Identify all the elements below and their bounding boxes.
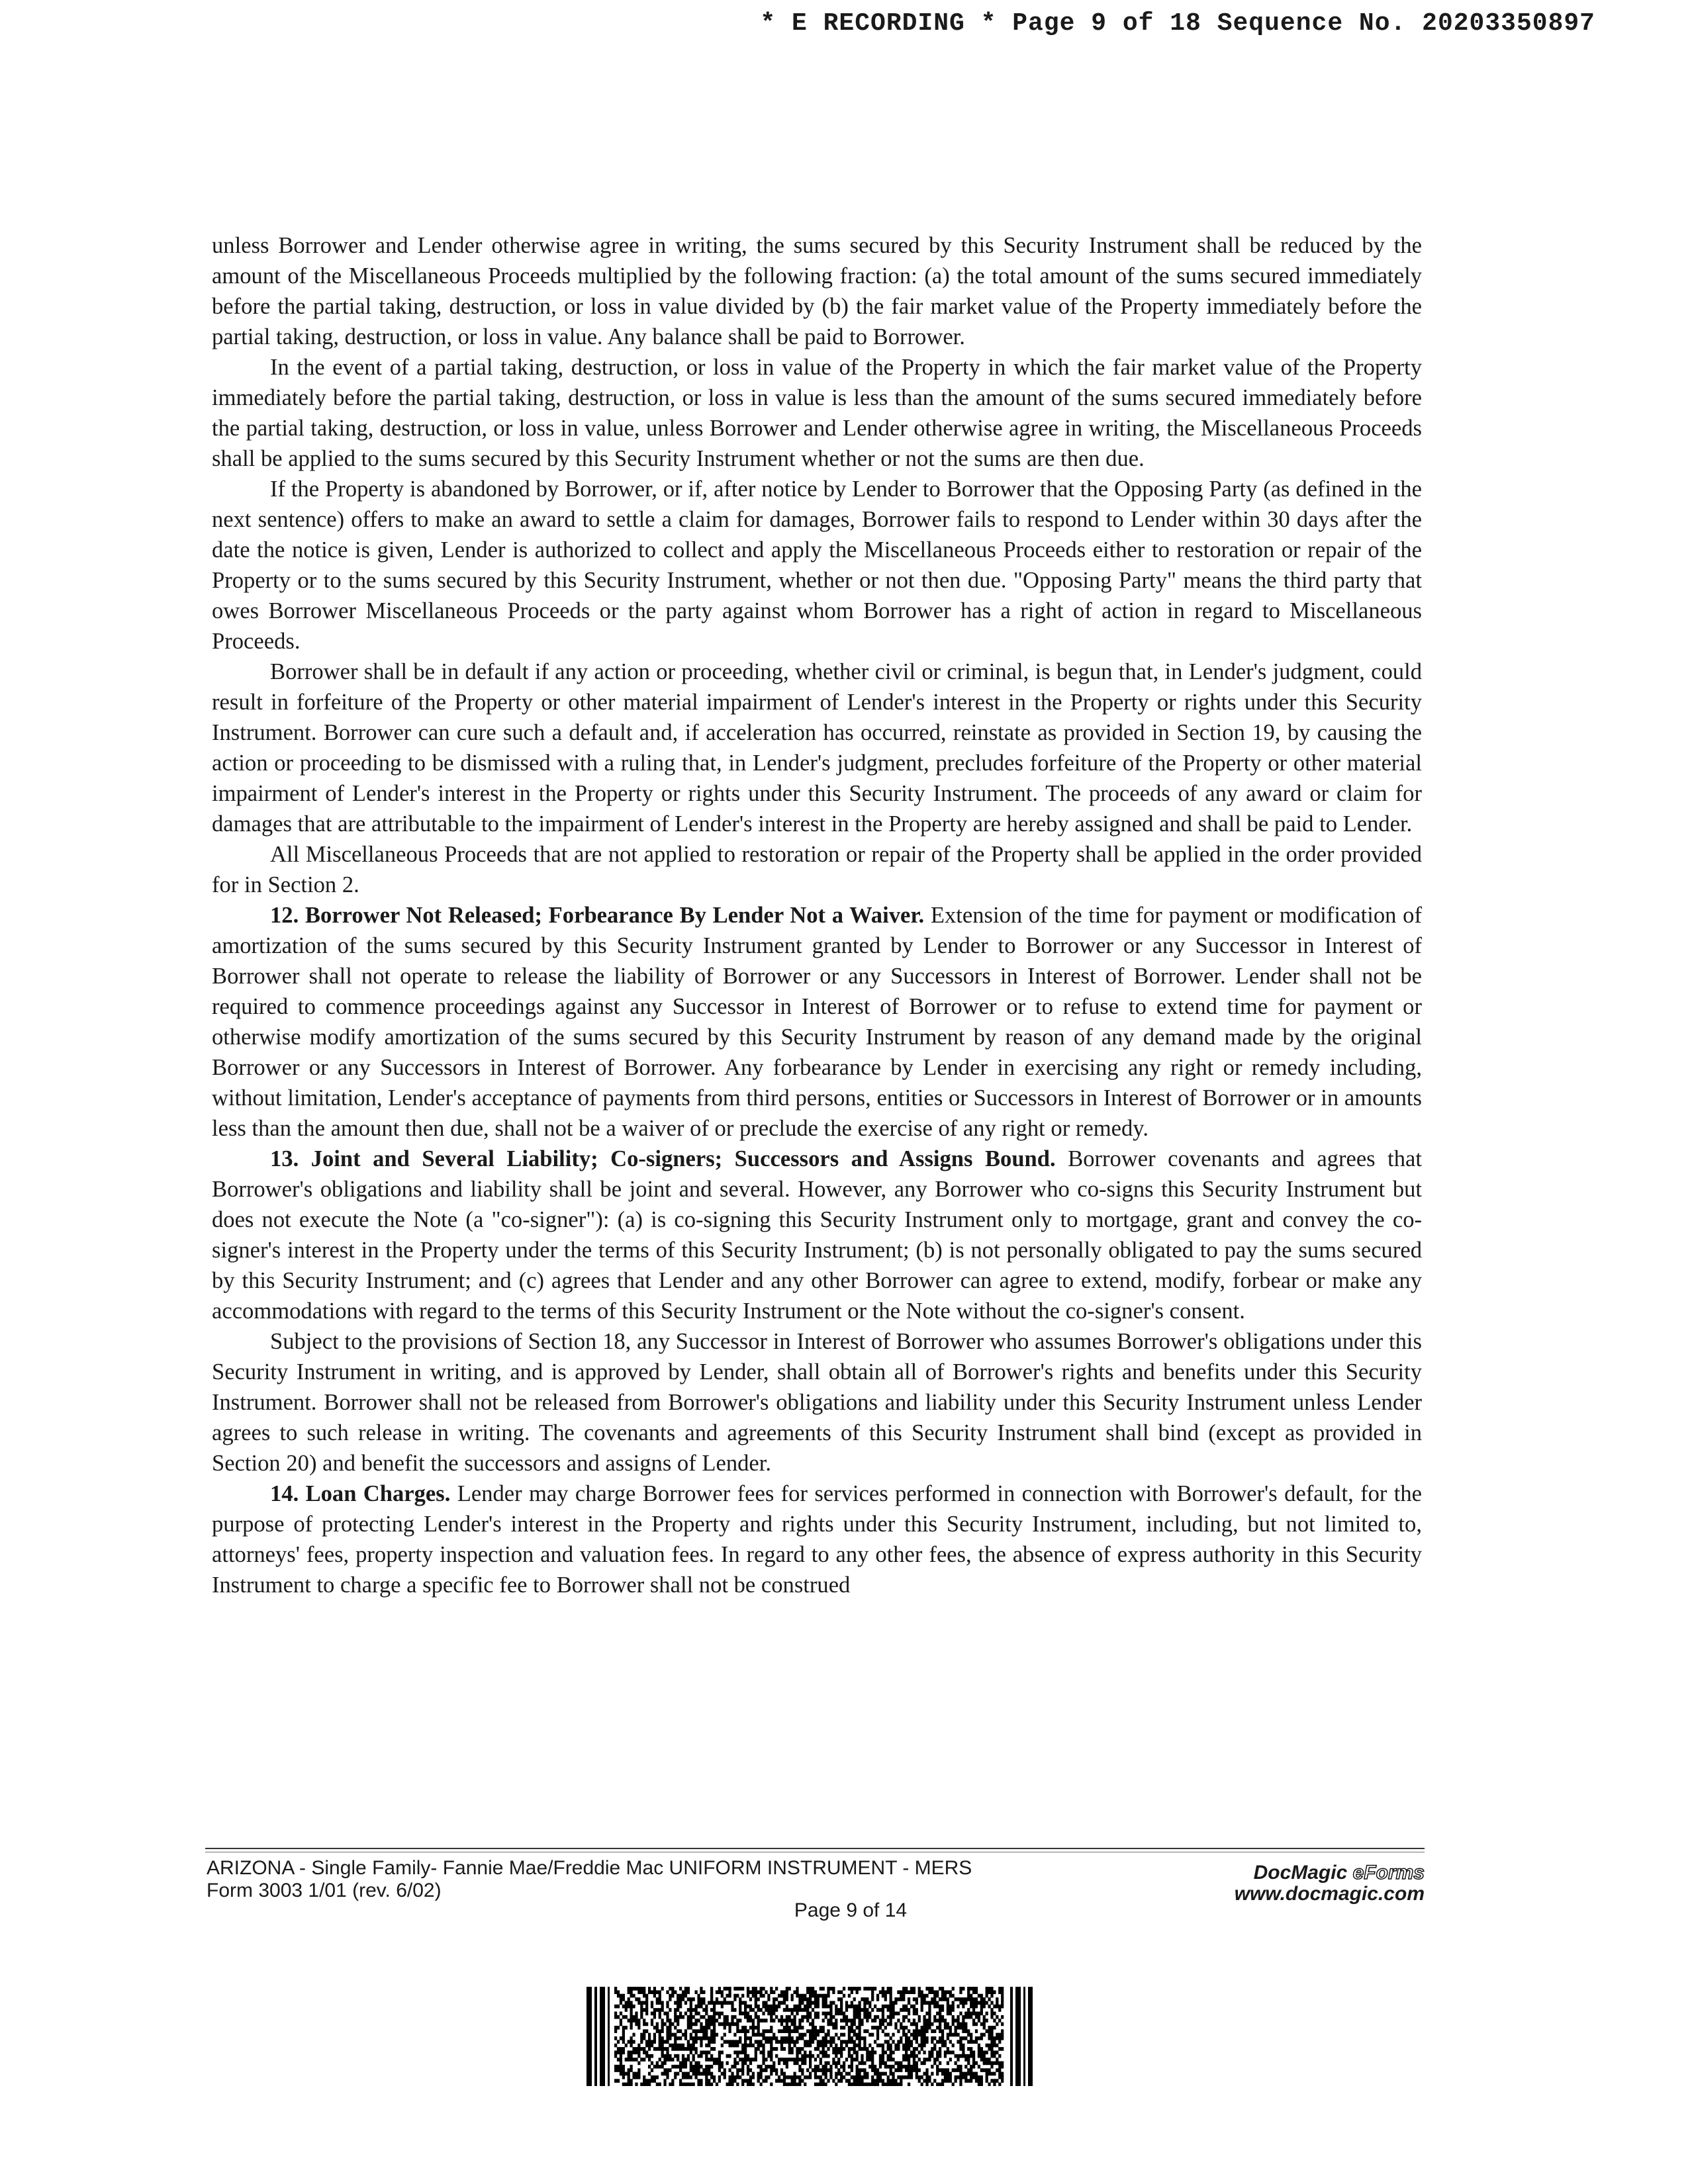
form-title: ARIZONA - Single Family- Fannie Mae/Freddie Mac UNIFORM INSTRUMENT - MERS	[207, 1857, 972, 1879]
brand-website: www.docmagic.com	[1234, 1883, 1425, 1905]
paragraph-continuation: unless Borrower and Lender otherwise agree in writing, the sums secured by this Security Instrument shall be reduced by the amount of the Miscellaneous Proceeds multiplied by the following fraction: (a) the total amount of the sums secured immediately before the partial taking, destruction, or loss in value divided by (b) the fair market value of the Property immediately before the partial taking, destruction, or loss in value. Any balance shall be paid to Borrower.	[212, 233, 1422, 349]
page-number: Page 9 of 14	[794, 1899, 908, 1921]
form-number: Form 3003 1/01 (rev. 6/02)	[207, 1880, 442, 1901]
paragraph-abandoned-property: If the Property is abandoned by Borrower, or if, after notice by Lender to Borrower that the Opposing Party (as defined in the next sentence) offers to make an award to settle a claim for damages, Borrower fails to respond to Lender within 30 days after the date the notice is given, Lender is authorized to collect and apply the Miscellaneous Proceeds either to restoration or repair of the Property or to the sums secured by this Security Instrument, whether or not then due. "Opposing Party" means the third party that owes Borrower Miscellaneous Proceeds or the party against whom Borrower has a right of action in regard to Miscellaneous Proceeds.	[212, 477, 1422, 654]
section-13	[212, 1144, 1422, 1326]
paragraph-default-action: Borrower shall be in default if any action or proceeding, whether civil or criminal, is begun that, in Lender's judgment, could result in forfeiture of the Property or other material impairment of Lender's interest in the Property or rights under this Security Instrument. Borrower can cure such a default and, if acceleration has occurred, reinstate as provided in Section 19, by causing the action or proceeding to be dismissed with a ruling that, in Lender's judgment, precludes forfeiture of the Property or other material impairment of Lender's interest in the Property or rights under this Security Instrument. The proceeds of any award or claim for damages that are attributable to the impairment of Lender's interest in the Property are hereby assigned and shall be paid to Lender.	[212, 659, 1422, 837]
barcode-icon	[586, 1987, 1033, 2086]
paragraph-partial-taking: In the event of a partial taking, destruction, or loss in value of the Property in which the fair market value of the Property immediately before the partial taking, destruction, or loss in value is less than the amount of the sums secured immediately before the partial taking, destruction, or loss in value, unless Borrower and Lender otherwise agree in writing, the Miscellaneous Proceeds shall be applied to the sums secured by this Security Instrument whether or not the sums are then due.	[212, 355, 1422, 471]
footer-divider	[205, 1848, 1425, 1849]
section-13-continuation: Subject to the provisions of Section 18, any Successor in Interest of Borrower who assumes Borrower's obligations under this Security Instrument in writing, and is approved by Lender, shall obtain all of Borrower's rights and benefits under this Security Instrument. Borrower shall not be released from Borrower's obligations and liability under this Security Instrument unless Lender agrees to such release in writing. The covenants and agreements of this Security Instrument shall bind (except as provided in Section 20) and benefit the successors and assigns of Lender.	[212, 1329, 1422, 1476]
recording-header: * E RECORDING * Page 9 of 18 Sequence No. 20203350897	[760, 9, 1595, 38]
brand-forms: eForms	[1352, 1862, 1425, 1884]
section-12-heading: 12. Borrower Not Released; Forbearance By Lender Not a Waiver.	[270, 903, 925, 928]
section-12-text: Extension of the time for payment or modification of amortization of the sums secured by this Security Instrument granted by Lender to Borrower or any Successor in Interest of Borrower shall not operate to release the liability of Borrower or any Successors in Interest of Borrower. Lender shall not be required to commence proceedings against any Successor in Interest of Borrower or to refuse to extend time for payment or otherwise modify amortization of the sums secured by this Security Instrument by reason of any demand made by the original Borrower or any Successors in Interest of Borrower. Any forbearance by Lender in exercising any right or remedy including, without limitation, Lender's acceptance of payments from third persons, entities or Successors in Interest of Borrower or in amounts less than the amount then due, shall not be a waiver of or preclude the exercise of any right or remedy.	[212, 903, 1422, 1141]
document-body	[212, 230, 1422, 1600]
brand-name: DocMagic	[1253, 1862, 1348, 1884]
docmagic-logo	[1235, 1862, 1425, 1905]
section-14	[212, 1479, 1422, 1600]
section-13-heading: 13. Joint and Several Liability; Co-signers; Successors and Assigns Bound.	[270, 1146, 1056, 1171]
paragraph-misc-proceeds: All Miscellaneous Proceeds that are not applied to restoration or repair of the Property shall be applied in the order provided for in Section 2.	[212, 842, 1422, 897]
section-14-text: Lender may charge Borrower fees for services performed in connection with Borrower's default, for the purpose of protecting Lender's interest in the Property and rights under this Security Instrument, including, but not limited to, attorneys' fees, property inspection and valuation fees. In regard to any other fees, the absence of express authority in this Security Instrument to charge a specific fee to Borrower shall not be construed	[212, 1481, 1422, 1598]
section-14-heading: 14. Loan Charges.	[270, 1481, 451, 1506]
footer-form-info	[207, 1857, 972, 1902]
section-13-text: Borrower covenants and agrees that Borrower's obligations and liability shall be joint and several. However, any Borrower who co-signs this Security Instrument but does not execute the Note (a "co-signer"): (a) is co-signing this Security Instrument only to mortgage, grant and convey the co-signer's interest in the Property under the terms of this Security Instrument; (b) is not personally obligated to pay the sums secured by this Security Instrument; and (c) agrees that Lender and any other Borrower can agree to extend, modify, forbear or make any accommodations with regard to the terms of this Security Instrument or the Note without the co-signer's consent.	[212, 1146, 1422, 1324]
section-12	[212, 900, 1422, 1144]
